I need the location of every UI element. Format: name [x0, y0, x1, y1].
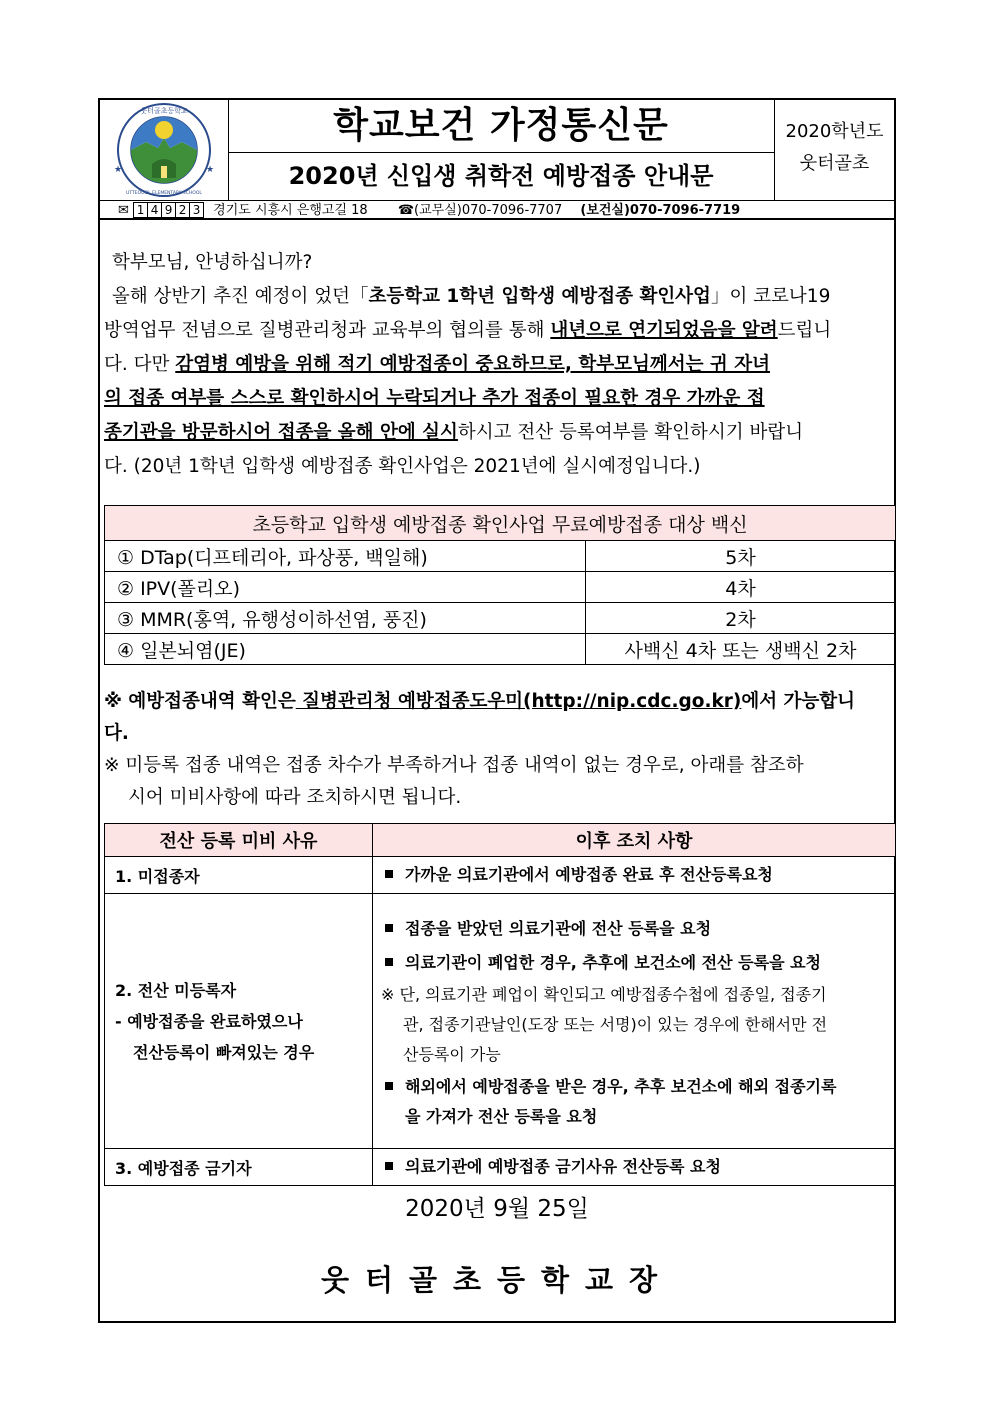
intro-line-3: 다. 다만 감염병 예방을 위해 적기 예방접종이 중요하므로, 학부모님께서는 귀 자녀 — [104, 354, 770, 375]
page-title: 학교보건 가정통신문 — [228, 100, 774, 153]
note-2: ※ 미등록 접종 내역은 접종 차수가 부족하거나 접종 내역이 없는 경우로, 아래를 참조하 — [104, 755, 804, 776]
zip-digit: 1 — [133, 202, 148, 218]
bullet-icon — [385, 924, 393, 932]
zip-digit: 3 — [189, 202, 204, 218]
intro-line-1: 올해 상반기 추진 예정이 었던「초등학교 1학년 입학생 예방접종 확인사업」이 코로나19 — [112, 286, 831, 307]
table-row — [105, 541, 896, 572]
vaccine-dose: 2차 — [586, 603, 896, 634]
intro-line-2: 방역업무 전념으로 질병관리청과 교육부의 협의를 통해 내년으로 연기되었음을 알려드립니 — [104, 320, 832, 341]
table-row — [105, 572, 896, 603]
school-year: 2020학년도 — [785, 121, 884, 142]
principal-signature: 웃터골초등학교장 — [320, 1263, 674, 1297]
year-cell — [775, 100, 894, 200]
action-3: 의료기관에 예방접종 금기사유 전산등록 요청 — [373, 1149, 896, 1186]
vaccine-name: ③ MMR(홍역, 유행성이하선염, 풍진) — [105, 603, 586, 634]
bullet-icon — [385, 958, 393, 966]
logo-cell — [100, 100, 229, 200]
action-2: 접종을 받았던 의료기관에 전산 등록을 요청 의료기관이 폐업한 경우, 추후에 보건소에 전산 등록을 요청 ※ 단, 의료기관 폐업이 확인되고 예방접종수첩에 접종일, 접종기 관, 접종기관날인(도장 또는 서명)이 있는 경우에 한해서만 전 산등록이 가능 해외에서 예방접종을 받은 경우, 추후 보건소에 해외 접종기록 을 가져가 전산 등록을 요청 — [373, 894, 896, 1149]
logo-bottom-text: UTTEOGOL ELEMENTARY SCHOOL — [126, 191, 202, 196]
reason-2: 2. 전산 미등록자 - 예방접종을 완료하였으나 전산등록이 빠져있는 경우 — [105, 894, 373, 1149]
greeting: 학부모님, 안녕하십니까? — [112, 252, 313, 273]
table-row — [105, 857, 896, 894]
bullet-icon — [385, 870, 393, 878]
table-row — [105, 1149, 896, 1186]
star-right-icon: ★ — [206, 165, 215, 175]
vaccine-dose: 5차 — [586, 541, 896, 572]
header — [100, 100, 894, 200]
address-bar — [100, 200, 894, 220]
vaccine-name: ② IPV(폴리오) — [105, 572, 586, 603]
office-phone: (교무실)070-7096-7707 — [414, 203, 563, 218]
note-1: ※ 예방접종내역 확인은 질병관리청 예방접종도우미(http://nip.cdc.go.kr)에서 가능합니 — [104, 691, 856, 712]
street-address: 경기도 시흥시 은행고길 18 — [213, 203, 368, 218]
zip-digit: 4 — [147, 202, 162, 218]
table-row — [105, 603, 896, 634]
note-2-tail: 시어 미비사항에 따라 조치하시면 됩니다. — [128, 787, 462, 808]
bullet-icon — [385, 1162, 393, 1170]
vaccine-dose: 사백신 4차 또는 생백신 2차 — [586, 634, 896, 665]
nip-link[interactable]: 질병관리청 예방접종도우미(http://nip.cdc.go.kr) — [295, 691, 742, 712]
vaccine-table — [104, 505, 896, 665]
notes — [104, 686, 894, 814]
intro-line-4: 의 접종 여부를 스스로 확인하시어 누락되거나 추가 접종이 필요한 경우 가까운 접 — [104, 388, 765, 409]
action-table — [104, 823, 896, 1186]
intro-line-6: 다. (20년 1학년 입학생 예방접종 확인사업은 2021년에 실시예정입니다.) — [104, 456, 701, 477]
zip-digit: 9 — [161, 202, 176, 218]
school-name-short: 웃터골초 — [799, 153, 870, 174]
mail-icon: ✉ — [118, 203, 134, 218]
issue-date: 2020년 9월 25일 — [405, 1196, 589, 1222]
zip-digit: 2 — [175, 202, 190, 218]
page-subtitle: 2020년 신입생 취학전 예방접종 안내문 — [288, 162, 714, 190]
intro-paragraph — [104, 246, 894, 484]
bullet-icon — [385, 1082, 393, 1090]
intro-line-5: 종기관을 방문하시어 접종을 올해 안에 실시하시고 전산 등록여부를 확인하시기 바랍니 — [104, 422, 804, 443]
vaccine-dose: 4차 — [586, 572, 896, 603]
school-logo-icon — [100, 100, 228, 200]
col-action-header: 이후 조치 사항 — [373, 824, 896, 857]
note-1-tail: 다. — [104, 723, 129, 744]
title-cell — [228, 100, 775, 200]
reason-1: 1. 미접종자 — [105, 857, 373, 894]
table-row — [105, 894, 896, 1149]
notice-frame — [98, 98, 896, 1323]
action-1: 가까운 의료기관에서 예방접종 완료 후 전산등록요청 — [373, 857, 896, 894]
vaccine-name: ① DTap(디프테리아, 파상풍, 백일해) — [105, 541, 586, 572]
phone-icon: ☎ — [397, 203, 415, 218]
star-left-icon: ★ — [114, 165, 123, 175]
logo-top-text: 웃터골초등학교 — [140, 107, 188, 115]
reason-3: 3. 예방접종 금기자 — [105, 1149, 373, 1186]
vaccine-name: ④ 일본뇌염(JE) — [105, 634, 586, 665]
health-phone: (보건실)070-7096-7719 — [580, 203, 741, 218]
table-row — [105, 634, 896, 665]
col-reason-header: 전산 등록 미비 사유 — [105, 824, 373, 857]
vaccine-table-header: 초등학교 입학생 예방접종 확인사업 무료예방접종 대상 백신 — [105, 506, 896, 541]
